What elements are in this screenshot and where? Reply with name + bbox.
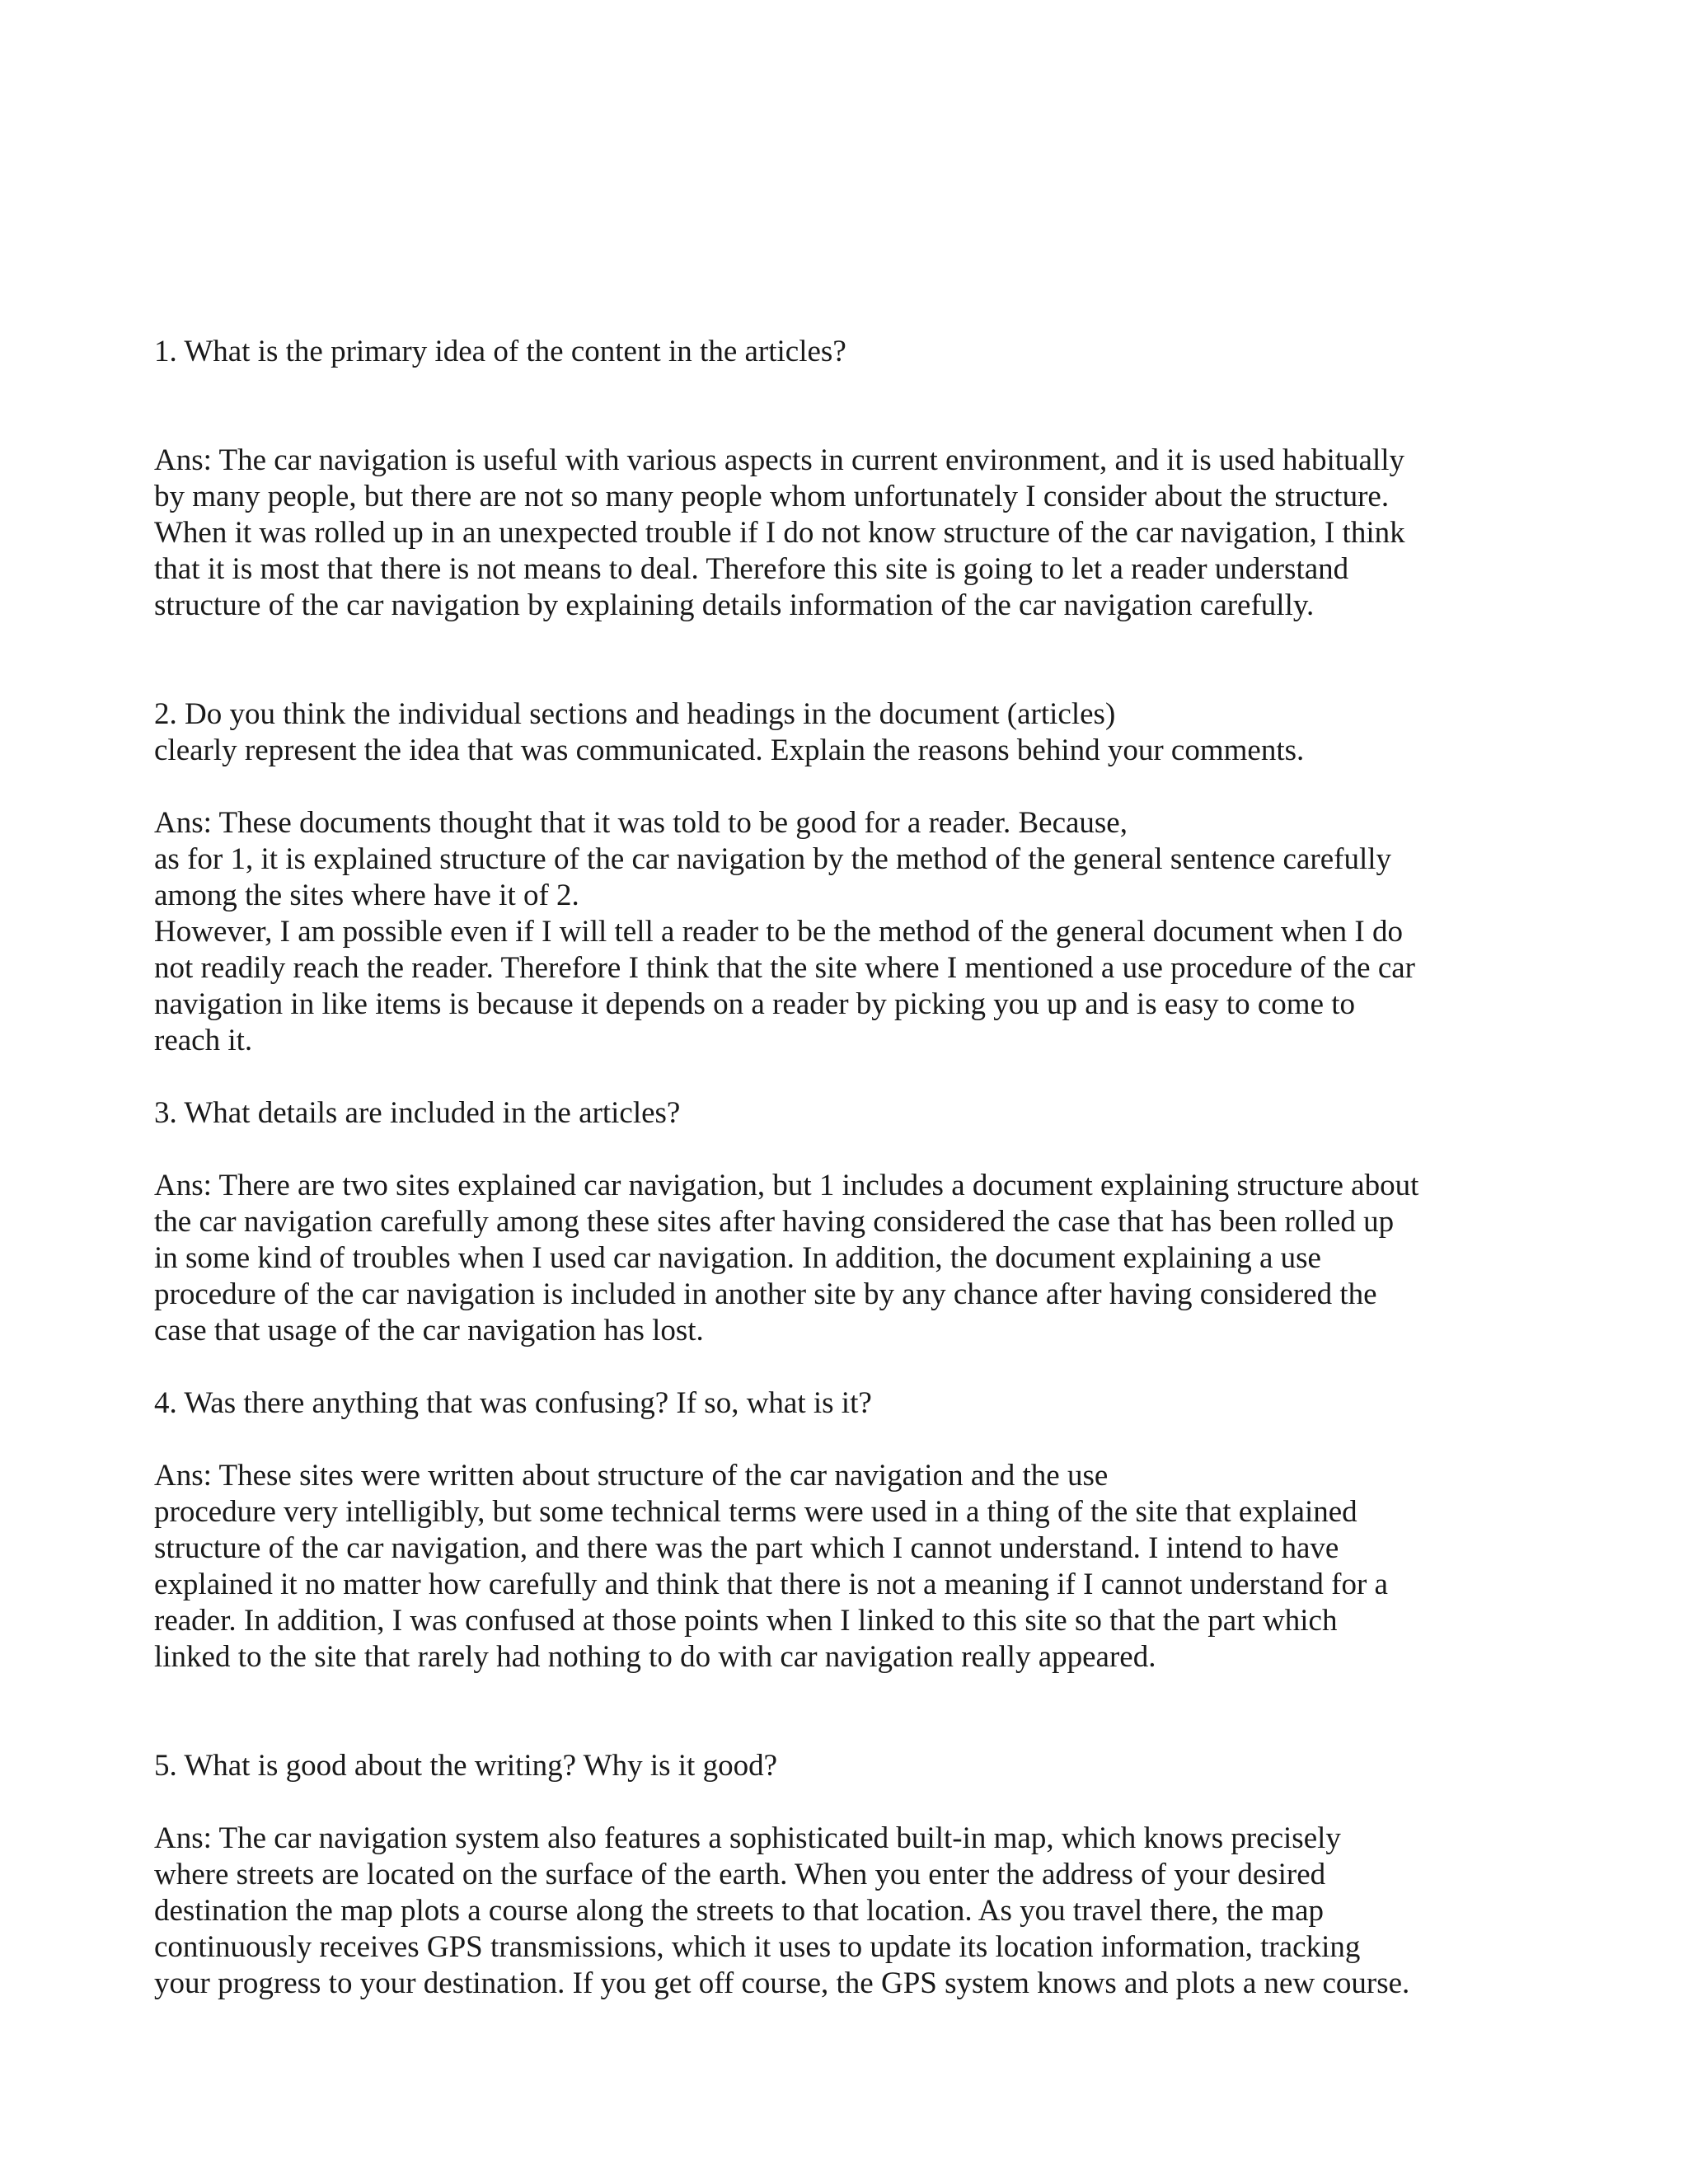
answer-line: among the sites where have it of 2.	[154, 879, 579, 912]
answer-1	[154, 443, 1555, 624]
answer-line: Ans: There are two sites explained car navigation, but 1 includes a document explaining structure about	[154, 1169, 1419, 1202]
answer-line: your progress to your destination. If you get off course, the GPS system knows and plots a new course.	[154, 1966, 1410, 2000]
question-1	[154, 334, 1555, 370]
answer-line: where streets are located on the surface of the earth. When you enter the address of your desired	[154, 1858, 1326, 1891]
answer-line: in some kind of troubles when I used car navigation. In addition, the document explaining a use	[154, 1241, 1321, 1275]
answer-line: Ans: These documents thought that it was told to be good for a reader. Because,	[154, 806, 1128, 840]
question-line: 5. What is good about the writing? Why is it good?	[154, 1749, 778, 1783]
answer-line: structure of the car navigation, and there was the part which I cannot understand. I intend to have	[154, 1531, 1339, 1565]
document-body	[154, 334, 1555, 2002]
answer-line: case that usage of the car navigation has lost.	[154, 1314, 704, 1347]
answer-line: explained it no matter how carefully and think that there is not a meaning if I cannot understand for a	[154, 1568, 1388, 1601]
question-line: 3. What details are included in the articles?	[154, 1096, 681, 1130]
question-3	[154, 1095, 1555, 1132]
answer-line: When it was rolled up in an unexpected trouble if I do not know structure of the car navigation, I think	[154, 516, 1405, 550]
answer-5	[154, 1821, 1555, 2002]
answer-3	[154, 1168, 1555, 1349]
question-line: 2. Do you think the individual sections and headings in the document (articles)	[154, 697, 1116, 731]
answer-line: the car navigation carefully among these sites after having considered the case that has been rolled up	[154, 1205, 1395, 1239]
answer-line: destination the map plots a course along the streets to that location. As you travel there, the map	[154, 1894, 1324, 1928]
answer-line: linked to the site that rarely had nothing to do with car navigation really appeared.	[154, 1640, 1156, 1674]
answer-line: by many people, but there are not so many people whom unfortunately I consider about the structure.	[154, 480, 1390, 513]
question-2	[154, 696, 1555, 769]
answer-line: navigation in like items is because it depends on a reader by picking you up and is easy to come to	[154, 987, 1356, 1021]
question-4	[154, 1385, 1555, 1422]
answer-line: Ans: The car navigation is useful with various aspects in current environment, and it is used habitually	[154, 443, 1404, 477]
answer-line: Ans: The car navigation system also features a sophisticated built-in map, which knows precisely	[154, 1821, 1341, 1855]
answer-2	[154, 805, 1555, 1059]
answer-4	[154, 1458, 1555, 1675]
question-line: 1. What is the primary idea of the content in the articles?	[154, 335, 846, 368]
answer-line: procedure of the car navigation is included in another site by any chance after having considered the	[154, 1277, 1377, 1311]
question-line: clearly represent the idea that was communicated. Explain the reasons behind your comments.	[154, 733, 1305, 767]
answer-line: not readily reach the reader. Therefore I think that the site where I mentioned a use procedure of the car	[154, 951, 1416, 985]
answer-line: However, I am possible even if I will tell a reader to be the method of the general document when I do	[154, 915, 1403, 949]
answer-line: as for 1, it is explained structure of the car navigation by the method of the general sentence carefully	[154, 842, 1392, 876]
question-line: 4. Was there anything that was confusing? If so, what is it?	[154, 1386, 872, 1420]
answer-line: reach it.	[154, 1024, 253, 1057]
answer-line: reader. In addition, I was confused at those points when I linked to this site so that the part which	[154, 1604, 1338, 1638]
question-5	[154, 1748, 1555, 1784]
answer-line: Ans: These sites were written about structure of the car navigation and the use	[154, 1459, 1109, 1493]
answer-line: continuously receives GPS transmissions, which it uses to update its location information, tracking	[154, 1930, 1361, 1964]
answer-line: that it is most that there is not means to deal. Therefore this site is going to let a reader understand	[154, 552, 1349, 586]
answer-line: structure of the car navigation by explaining details information of the car navigation carefully.	[154, 588, 1315, 622]
answer-line: procedure very intelligibly, but some technical terms were used in a thing of the site that explained	[154, 1495, 1357, 1529]
